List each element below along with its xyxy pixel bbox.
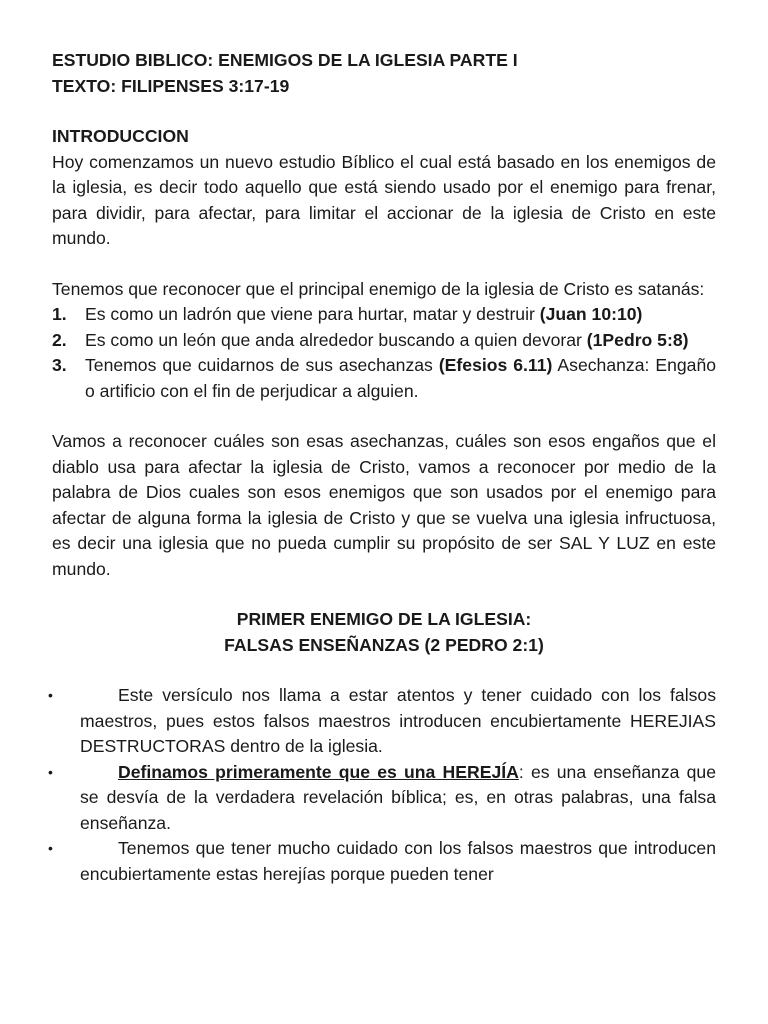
section-heading-line2: FALSAS ENSEÑANZAS (2 PEDRO 2:1) xyxy=(224,634,544,655)
definition-underlined: Definamos primeramente que es una HEREJÍA xyxy=(118,761,519,782)
enemy-list xyxy=(52,302,716,404)
list-item-text: Tenemos que cuidarnos de sus asechanzas xyxy=(85,355,439,375)
spacer xyxy=(52,658,716,683)
bible-reference: (1Pedro 5:8) xyxy=(586,329,689,350)
list-item xyxy=(52,353,716,404)
spacer xyxy=(52,582,716,607)
bullet-list xyxy=(48,683,716,887)
spacer xyxy=(52,99,716,124)
closing-paragraph: Vamos a reconocer cuáles son esas asechanzas, cuáles son esos engaños que el diablo usa para afectar la iglesia de Cristo, vamos a reconocer por medio de la palabra de Dios cuales son esos enemigos que son usados por el enemigo para afectar de alguna forma la iglesia de Cristo y que se vuelva una iglesia infructuosa, es decir una iglesia que no pueda cumplir su propósito de ser SAL Y LUZ en este mundo. xyxy=(52,431,716,579)
bullet-text: : es una enseñanza que se desvía de la verdadera revelación bíblica; es, en otras palabras, una falsa enseñanza. xyxy=(80,761,716,833)
intro-heading: INTRODUCCION xyxy=(52,126,189,146)
list-number: 2. xyxy=(52,329,67,350)
spacer xyxy=(52,404,716,429)
bullet-item xyxy=(48,836,716,887)
spacer xyxy=(52,252,716,277)
bullet-text: Tenemos que tener mucho cuidado con los falsos maestros que introducen encubiertamente estas herejías porque pueden tener xyxy=(80,838,716,884)
bullet-icon: • xyxy=(48,840,53,856)
section-heading-line1: PRIMER ENEMIGO DE LA IGLESIA: xyxy=(236,609,532,629)
intro-paragraph: Hoy comenzamos un nuevo estudio Bíblico el cual está basado en los enemigos de la iglesia, es decir todo aquello que está siendo usado por el enemigo para frenar, para dividir, para afectar, para limitar el accionar de la iglesia de Cristo en este mundo. xyxy=(52,151,716,248)
bullet-icon: • xyxy=(48,687,53,703)
list-number: 3. xyxy=(52,355,67,375)
bullet-text: Este versículo nos llama a estar atentos y tener cuidado con los falsos maestros, pues estos falsos maestros introducen encubiertamente HEREJIAS DESTRUCTORAS dentro de la iglesia. xyxy=(80,685,716,756)
list-item xyxy=(52,302,716,328)
bible-reference: (Efesios 6.11) xyxy=(438,355,553,375)
document-page xyxy=(48,48,717,887)
bullet-icon: • xyxy=(48,763,53,780)
bible-reference: (Juan 10:10) xyxy=(539,304,643,324)
enemy-lead-paragraph: Tenemos que reconocer que el principal enemigo de la iglesia de Cristo es satanás: xyxy=(52,278,705,299)
study-title: ESTUDIO BIBLICO: ENEMIGOS DE LA IGLESIA PARTE I xyxy=(52,50,518,70)
list-item-text: Es como un león que anda alrededor buscando a quien devorar xyxy=(85,329,587,350)
bullet-item xyxy=(48,760,716,837)
list-number: 1. xyxy=(52,304,67,324)
list-item xyxy=(52,328,716,354)
bullet-item xyxy=(48,683,716,760)
list-item-after: Asechanza: Engaño o artificio con el fin de perjudicar a alguien. xyxy=(85,355,717,401)
text-reference: TEXTO: FILIPENSES 3:17-19 xyxy=(52,75,290,96)
list-item-text: Es como un ladrón que viene para hurtar, matar y destruir xyxy=(85,304,540,324)
